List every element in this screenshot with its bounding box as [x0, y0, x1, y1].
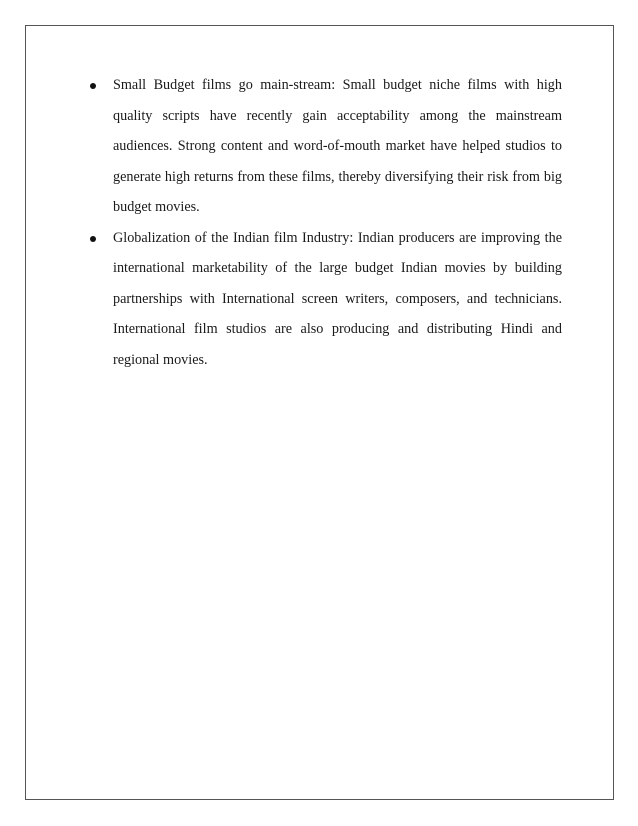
bullet-point-icon [90, 236, 96, 242]
bullet-item-globalization [90, 223, 562, 376]
bullet-text: Globalization of the Indian film Industry: Indian producers are improving the international marketability of the large budget Indian movies by building partnerships with International screen writers, composers, and technicians. International film studios are also producing and distributing Hindi and regional movies. [113, 229, 562, 368]
bullet-list [90, 70, 562, 375]
bullet-text: Small Budget films go main-stream: Small budget niche films with high quality scripts have recently gain acceptability among the mainstream audiences. Strong content and word-of-mouth market have helped studios to generate high returns from these films, thereby diversifying their risk from big budget movies. [113, 77, 562, 215]
bullet-point-icon [90, 83, 96, 89]
bullet-item-small-budget-films [90, 70, 562, 223]
